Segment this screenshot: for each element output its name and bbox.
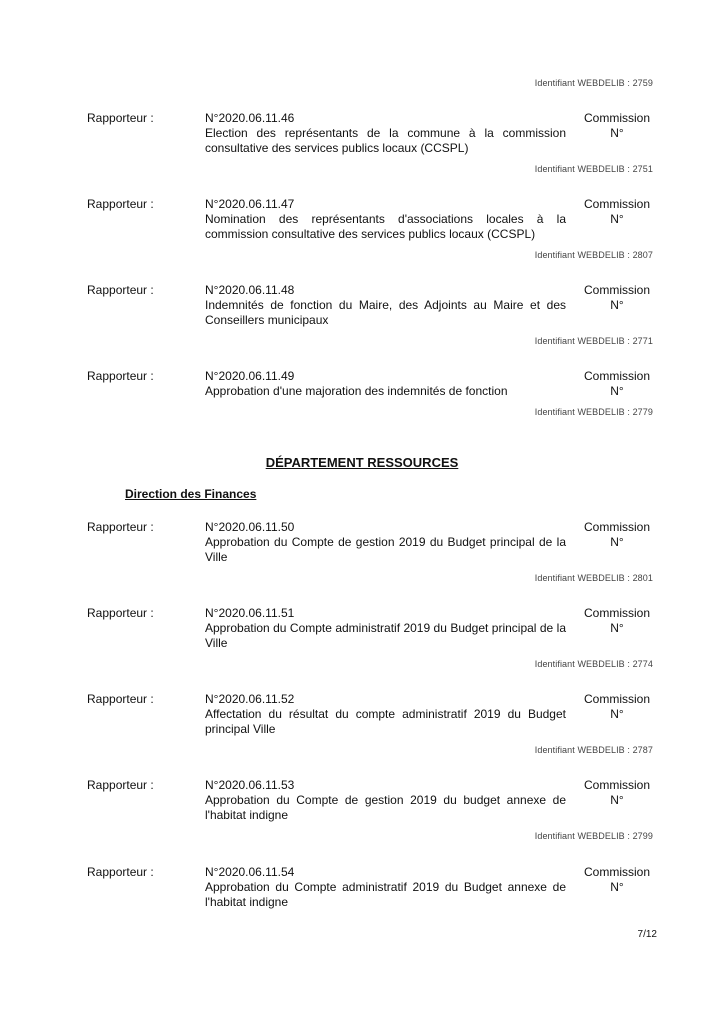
commission-label: Commission xyxy=(584,865,651,879)
item-identifier: Identifiant WEBDELIB : 2787 xyxy=(534,745,653,755)
commission-label: Commission xyxy=(584,111,651,125)
commission-number: N° xyxy=(610,707,624,721)
item-body xyxy=(205,865,566,910)
page-number: 7/12 xyxy=(637,929,657,940)
department-heading: DÉPARTEMENT RESSOURCES xyxy=(265,455,459,470)
item-number: N°2020.06.11.53 xyxy=(205,778,295,792)
item-number: N°2020.06.11.49 xyxy=(205,369,295,383)
commission-block xyxy=(584,520,650,550)
commission-number: N° xyxy=(610,298,624,312)
item-title: Approbation du Compte de gestion 2019 du Budget principal de la Ville xyxy=(205,535,566,564)
item-body xyxy=(205,778,566,823)
item-title: Indemnités de fonction du Maire, des Adjoints au Maire et des Conseillers municipaux xyxy=(205,298,566,327)
item-title: Affectation du résultat du compte administratif 2019 du Budget principal Ville xyxy=(205,707,566,736)
commission-number: N° xyxy=(610,212,624,226)
commission-number: N° xyxy=(610,880,624,894)
rapporteur-label: Rapporteur : xyxy=(87,520,154,534)
item-identifier: Identifiant WEBDELIB : 2751 xyxy=(534,164,653,174)
item-number: N°2020.06.11.51 xyxy=(205,606,295,620)
commission-number: N° xyxy=(610,793,624,807)
item-body xyxy=(205,520,566,565)
commission-block xyxy=(584,283,650,313)
commission-block xyxy=(584,865,650,895)
item-number: N°2020.06.11.54 xyxy=(205,865,295,879)
rapporteur-label: Rapporteur : xyxy=(87,606,154,620)
item-number: N°2020.06.11.52 xyxy=(205,692,295,706)
rapporteur-label: Rapporteur : xyxy=(87,778,154,792)
item-body xyxy=(205,283,566,328)
item-title: Approbation du Compte administratif 2019 du Budget annexe de l'habitat indigne xyxy=(205,880,566,909)
item-number: N°2020.06.11.46 xyxy=(205,111,295,125)
item-number: N°2020.06.11.47 xyxy=(205,197,295,211)
item-identifier: Identifiant WEBDELIB : 2799 xyxy=(534,831,653,841)
commission-label: Commission xyxy=(584,369,651,383)
rapporteur-label: Rapporteur : xyxy=(87,283,154,297)
commission-number: N° xyxy=(610,621,624,635)
commission-label: Commission xyxy=(584,520,651,534)
commission-block xyxy=(584,111,650,141)
rapporteur-label: Rapporteur : xyxy=(87,197,154,211)
item-body xyxy=(205,369,566,399)
item-body xyxy=(205,111,566,156)
item-body xyxy=(205,692,566,737)
top-identifier: Identifiant WEBDELIB : 2759 xyxy=(534,78,653,88)
item-title: Election des représentants de la commune à la commission consultative des services publics locaux (CCSPL) xyxy=(205,126,566,155)
commission-block xyxy=(584,197,650,227)
rapporteur-label: Rapporteur : xyxy=(87,692,154,706)
item-number: N°2020.06.11.48 xyxy=(205,283,295,297)
commission-number: N° xyxy=(610,535,624,549)
item-number: N°2020.06.11.50 xyxy=(205,520,295,534)
commission-block xyxy=(584,369,650,399)
item-identifier: Identifiant WEBDELIB : 2807 xyxy=(534,250,653,260)
item-title: Approbation du Compte de gestion 2019 du budget annexe de l'habitat indigne xyxy=(205,793,566,822)
item-identifier: Identifiant WEBDELIB : 2774 xyxy=(534,659,653,669)
item-body xyxy=(205,197,566,242)
commission-number: N° xyxy=(610,384,624,398)
commission-label: Commission xyxy=(584,606,651,620)
item-identifier: Identifiant WEBDELIB : 2779 xyxy=(534,407,653,417)
item-title: Approbation du Compte administratif 2019 du Budget principal de la Ville xyxy=(205,621,566,650)
rapporteur-label: Rapporteur : xyxy=(87,111,154,125)
commission-label: Commission xyxy=(584,778,651,792)
commission-label: Commission xyxy=(584,692,651,706)
direction-heading: Direction des Finances xyxy=(125,487,257,501)
commission-block xyxy=(584,606,650,636)
item-identifier: Identifiant WEBDELIB : 2771 xyxy=(534,336,653,346)
commission-label: Commission xyxy=(584,197,651,211)
item-identifier: Identifiant WEBDELIB : 2801 xyxy=(534,573,653,583)
commission-block xyxy=(584,692,650,722)
commission-block xyxy=(584,778,650,808)
commission-number: N° xyxy=(610,126,624,140)
item-body xyxy=(205,606,566,651)
item-title: Nomination des représentants d'associations locales à la commission consultative des services publics locaux (CCSPL) xyxy=(205,212,566,241)
commission-label: Commission xyxy=(584,283,651,297)
rapporteur-label: Rapporteur : xyxy=(87,865,154,879)
item-title: Approbation d'une majoration des indemnités de fonction xyxy=(205,384,508,398)
rapporteur-label: Rapporteur : xyxy=(87,369,154,383)
